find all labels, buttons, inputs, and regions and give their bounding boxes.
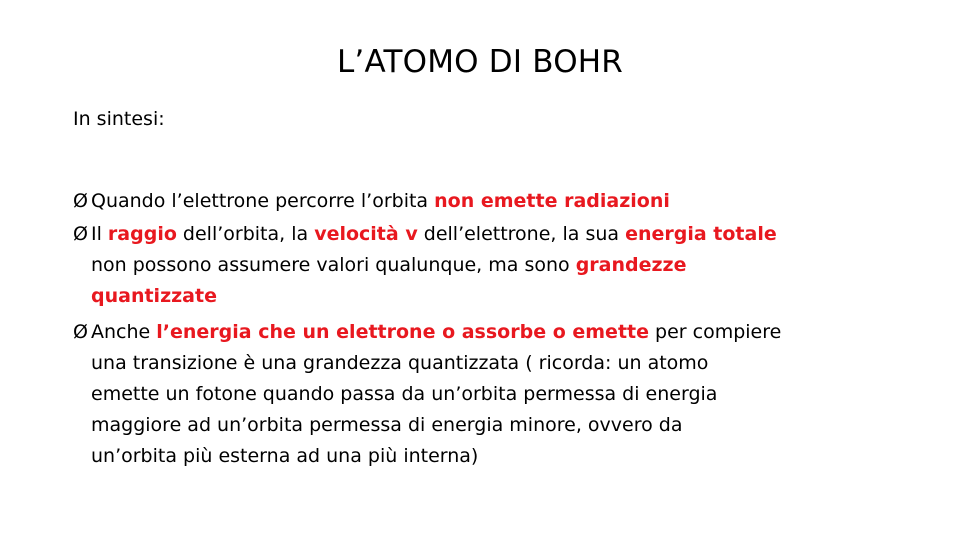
bullet-2-text-4: non possono assumere valori qualunque, ma sono xyxy=(91,254,576,276)
bullet-2-text-1: Il xyxy=(91,223,108,245)
bullet-item-2 xyxy=(73,219,893,312)
bullet-2-emphasis-raggio: raggio xyxy=(107,223,177,245)
bullet-1-emphasis-1: non emette radiazioni xyxy=(434,190,670,212)
bullet-2-emphasis-grandezze: grandezze xyxy=(575,254,687,276)
bullet-2-text-2: dell’orbita, la xyxy=(176,223,315,245)
bullet-2-emphasis-quantizzate: quantizzate xyxy=(91,285,217,307)
bullet-3-emphasis-energia: l’energia che un elettrone o assorbe o emette xyxy=(156,321,649,343)
bullet-2-line-1 xyxy=(91,219,893,250)
bullet-item-3 xyxy=(73,317,893,472)
slide-title: L’ATOMO DI BOHR xyxy=(336,44,624,80)
bullet-3-line-4: maggiore ad un’orbita permessa di energia minore, ovvero da xyxy=(91,414,683,436)
bullet-item-1 xyxy=(73,186,893,217)
bullet-1-text-1: Quando l’elettrone percorre l’orbita xyxy=(91,190,435,212)
intro-text: In sintesi: xyxy=(73,108,165,130)
bullet-3-line-3: emette un fotone quando passa da un’orbita permessa di energia xyxy=(91,383,718,405)
bullet-3-text-2: per compiere xyxy=(649,321,782,343)
bullet-3-text-1: Anche xyxy=(91,321,157,343)
bullet-list xyxy=(73,186,893,472)
bullet-2-text-3: dell’elettrone, la sua xyxy=(417,223,626,245)
arrow-bullet-icon: Ø xyxy=(73,223,88,245)
bullet-2-line-2 xyxy=(91,250,893,281)
arrow-bullet-icon: Ø xyxy=(73,190,88,212)
bullet-1-line-1 xyxy=(91,186,893,217)
bullet-3-line-5: un’orbita più esterna ad una più interna) xyxy=(91,445,479,467)
arrow-bullet-icon: Ø xyxy=(73,321,88,343)
bullet-3-line-1 xyxy=(91,317,893,348)
bullet-3-line-2: una transizione è una grandezza quantizzata ( ricorda: un atomo xyxy=(91,352,709,374)
bullet-2-emphasis-velocita: velocità v xyxy=(314,223,418,245)
bullet-2-emphasis-energia: energia totale xyxy=(625,223,777,245)
